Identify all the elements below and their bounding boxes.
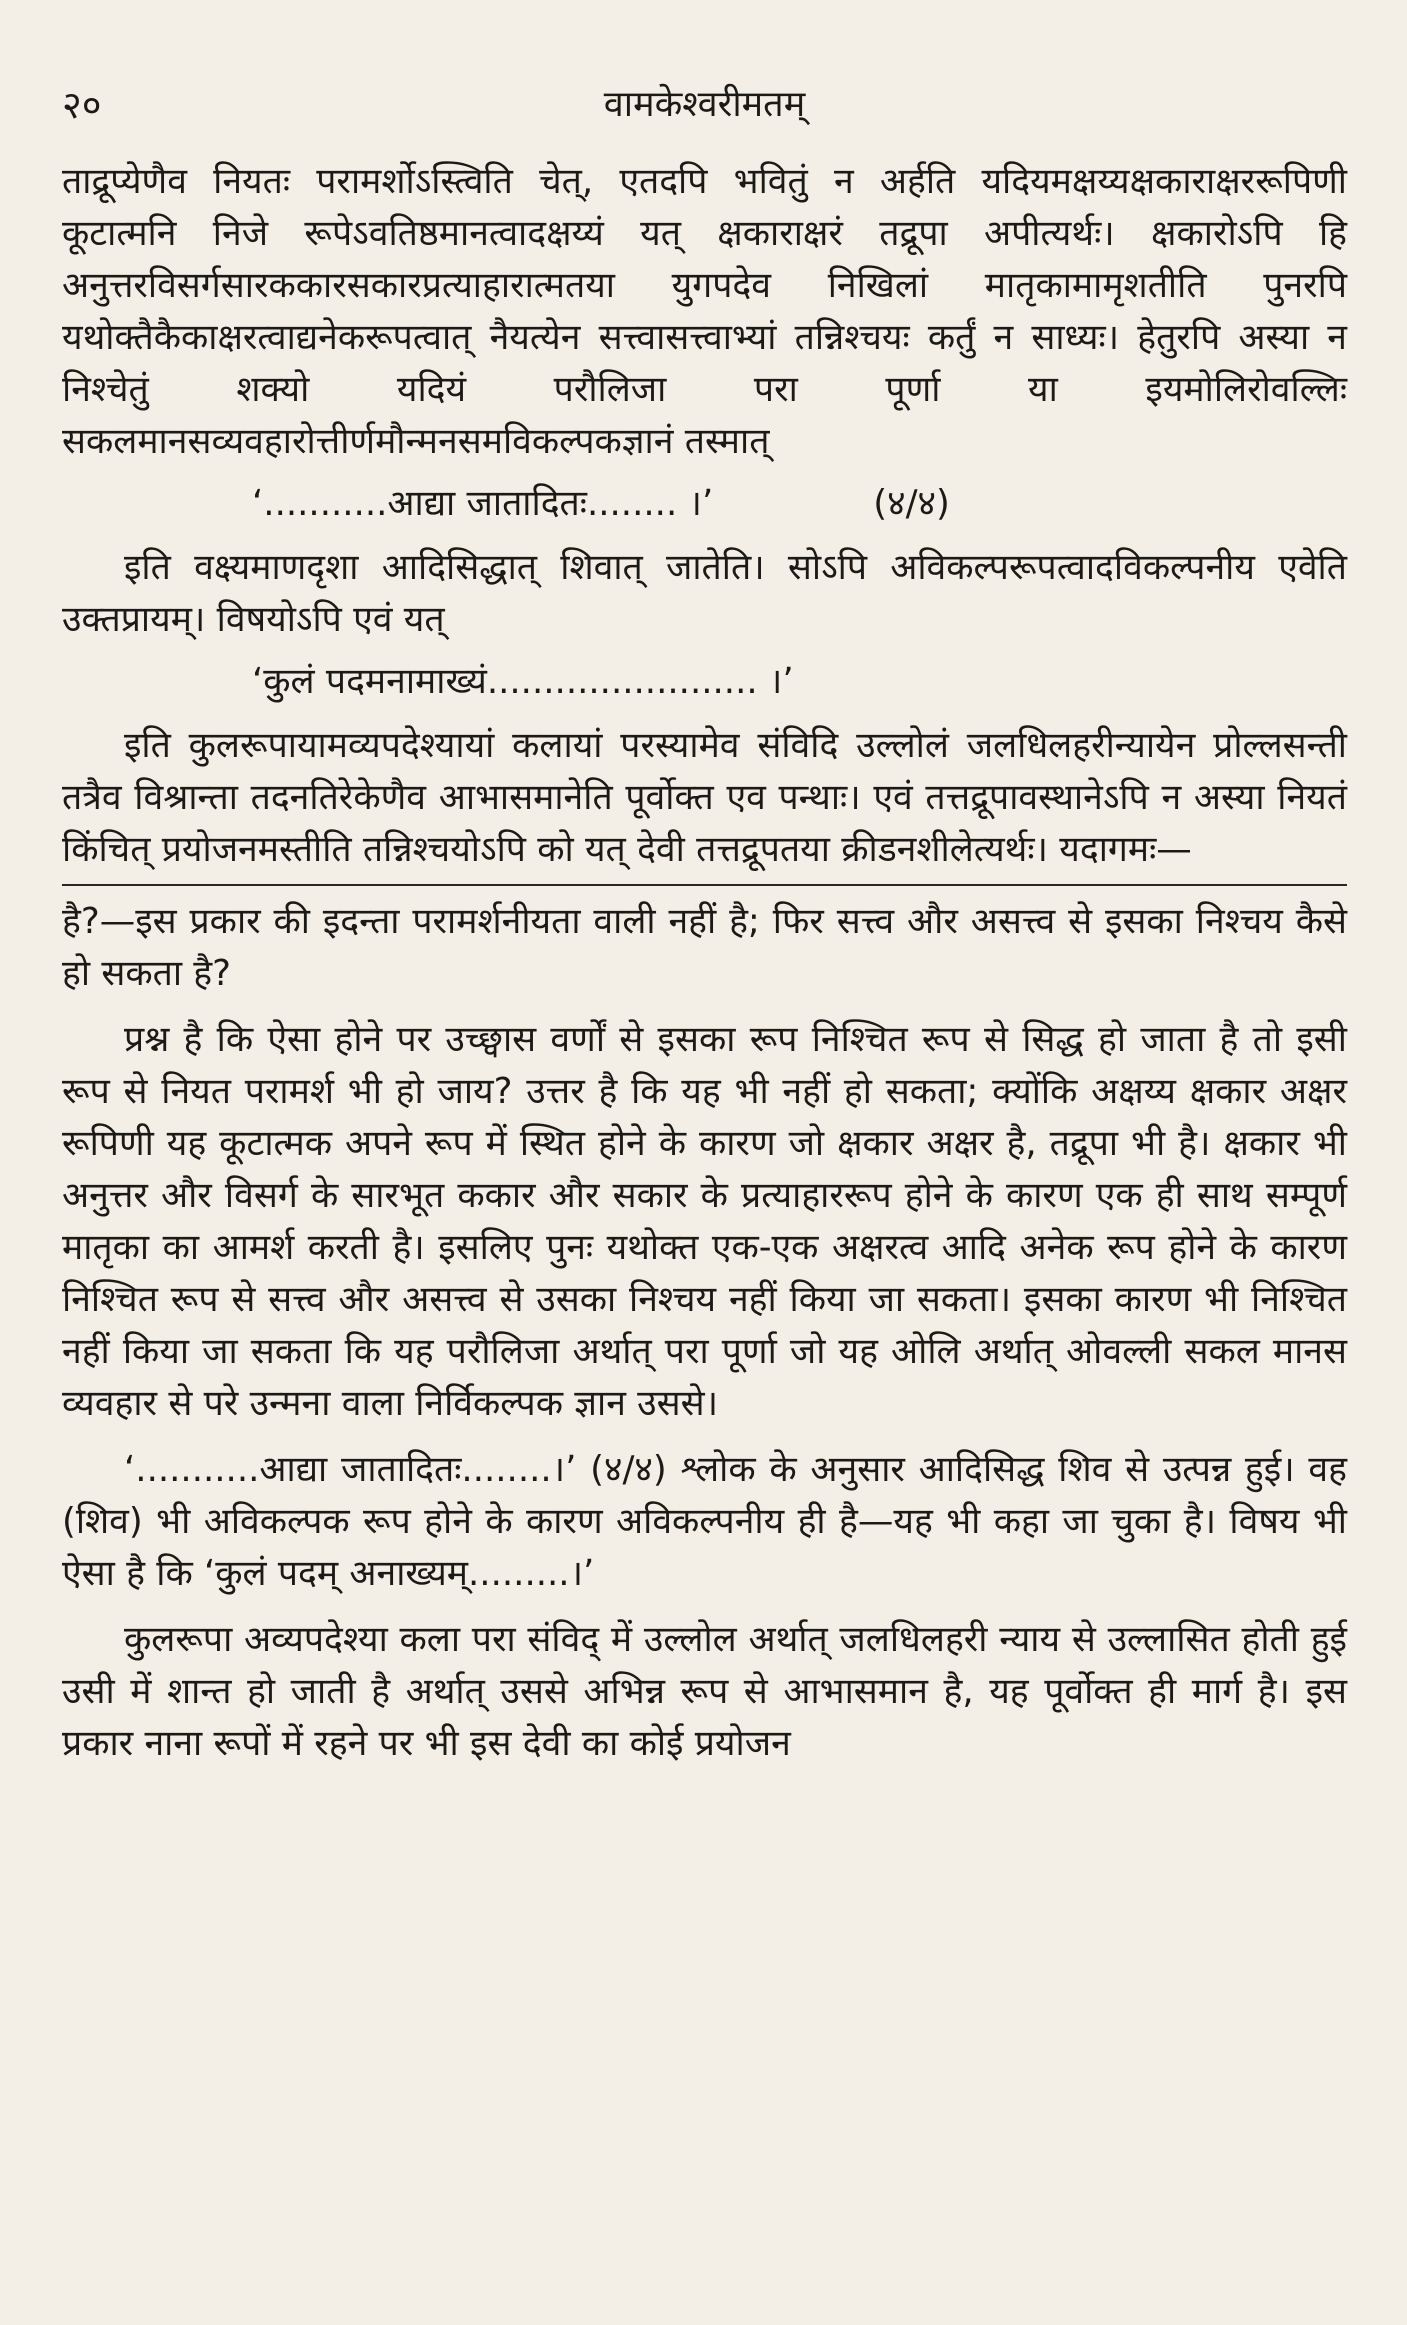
running-title: वामकेश्वरीमतम् <box>603 84 806 125</box>
hindi-translation <box>62 896 1347 1770</box>
sanskrit-verse-1 <box>62 478 1347 530</box>
section-divider <box>62 884 1347 886</box>
sanskrit-commentary <box>62 156 1347 876</box>
hindi-paragraph-2: प्रश्न है कि ऐसा होने पर उच्छ्वास वर्णों से इसका रूप निश्चित रूप से सिद्ध हो जाता है तो इसी रूप से नियत परामर्श भी हो जाय? उत्तर है कि यह भी नहीं हो सकता; क्योंकि अक्षय्य क्षकार अक्षर रूपिणी यह कूटात्मक अपने रूप में स्थित होने के कारण जो क्षकार अक्षर है, तद्रूपा भी है। क्षकार भी अनुत्तर और विसर्ग के सारभूत ककार और सकार के प्रत्याहाररूप होने के कारण एक ही साथ सम्पूर्ण मातृका का आमर्श करती है। इसलिए पुनः यथोक्त एक-एक अक्षरत्व आदि अनेक रूप होने के कारण निश्चित रूप से सत्त्व और असत्त्व से उसका निश्चय नहीं किया जा सकता। इसका कारण भी निश्चित नहीं किया जा सकता कि यह परौलिजा अर्थात् परा पूर्णा जो यह ओलि अर्थात् ओवल्ली सकल मानस व्यवहार से परे उन्मना वाला निर्विकल्पक ज्ञान उससे। <box>62 1019 1347 1424</box>
page-header <box>62 78 1347 138</box>
hindi-paragraph-4: कुलरूपा अव्यपदेश्या कला परा संविद् में उल्लोल अर्थात् जलधिलहरी न्याय से उल्लासित होती हुई उसी में शान्त हो जाती है अर्थात् उससे अभिन्न रूप से आभासमान है, यह पूर्वोक्त ही मार्ग है। इस प्रकार नाना रूपों में रहने पर भी इस देवी का कोई प्रयोजन <box>62 1619 1347 1764</box>
hindi-paragraph-3: ‘...........आद्या जातादितः........।’ (४/४) श्लोक के अनुसार आदिसिद्ध शिव से उत्पन्न हुई। वह (शिव) भी अविकल्पक रूप होने के कारण अविकल्पनीय ही है—यह भी कहा जा चुका है। विषय भी ऐसा है कि ‘कुलं पदम् अनाख्यम्.........।’ <box>62 1449 1347 1594</box>
sanskrit-paragraph-2: इति वक्ष्यमाणदृशा आदिसिद्धात् शिवात् जातेति। सोऽपि अविकल्परूपत्वादविकल्पनीय एवेति उक्तप्रायम्। विषयोऽपि एवं यत् <box>62 547 1347 640</box>
hindi-paragraph-1: है?—इस प्रकार की इदन्ता परामर्शनीयता वाली नहीं है; फिर सत्त्व और असत्त्व से इसका निश्चय कैसे हो सकता है? <box>62 901 1347 994</box>
page-number: २० <box>62 83 102 127</box>
verse-1-reference: (४/४) <box>873 483 950 524</box>
sanskrit-paragraph-1: ताद्रूप्येणैव नियतः परामर्शोऽस्त्विति चेत्, एतदपि भवितुं न अर्हति यदियमक्षय्यक्षकाराक्षररूपिणी कूटात्मनि निजे रूपेऽवतिष्ठमानत्वादक्षय्यं यत् क्षकाराक्षरं तद्रूपा अपीत्यर्थः। क्षकारोऽपि हि अनुत्तरविसर्गसारककारसकारप्रत्याहारात्मतया युगपदेव निखिलां मातृकामामृशतीति पुनरपि यथोक्तैकैकाक्षरत्वाद्यनेकरूपत्वात् नैयत्येन सत्त्वासत्त्वाभ्यां तन्निश्चयः कर्तुं न साध्यः। हेतुरपि अस्या न निश्चेतुं शक्यो यदियं परौलिजा परा पूर्णा या इयमोलिरोवल्लिः सकलमानसव्यवहारोत्तीर्णमौन्मनसमविकल्पकज्ञानं तस्मात् <box>62 161 1347 462</box>
verse-1-text: ‘...........आद्या जातादितः........ ।’ <box>252 483 714 524</box>
sanskrit-paragraph-3: इति कुलरूपायामव्यपदेश्यायां कलायां परस्यामेव संविदि उल्लोलं जलधिलहरीन्यायेन प्रोल्लसन्ती तत्रैव विश्रान्ता तदनतिरेकेणैव आभासमानेति पूर्वोक्त एव पन्थाः। एवं तत्तद्रूपावस्थानेऽपि न अस्या नियतं किंचित् प्रयोजनमस्तीति तन्निश्चयोऽपि को यत् देवी तत्तद्रूपतया क्रीडनशीलेत्यर्थः। यदागमः— <box>62 725 1347 870</box>
sanskrit-verse-2: ‘कुलं पदमनामाख्यं........................ ।’ <box>252 661 794 702</box>
